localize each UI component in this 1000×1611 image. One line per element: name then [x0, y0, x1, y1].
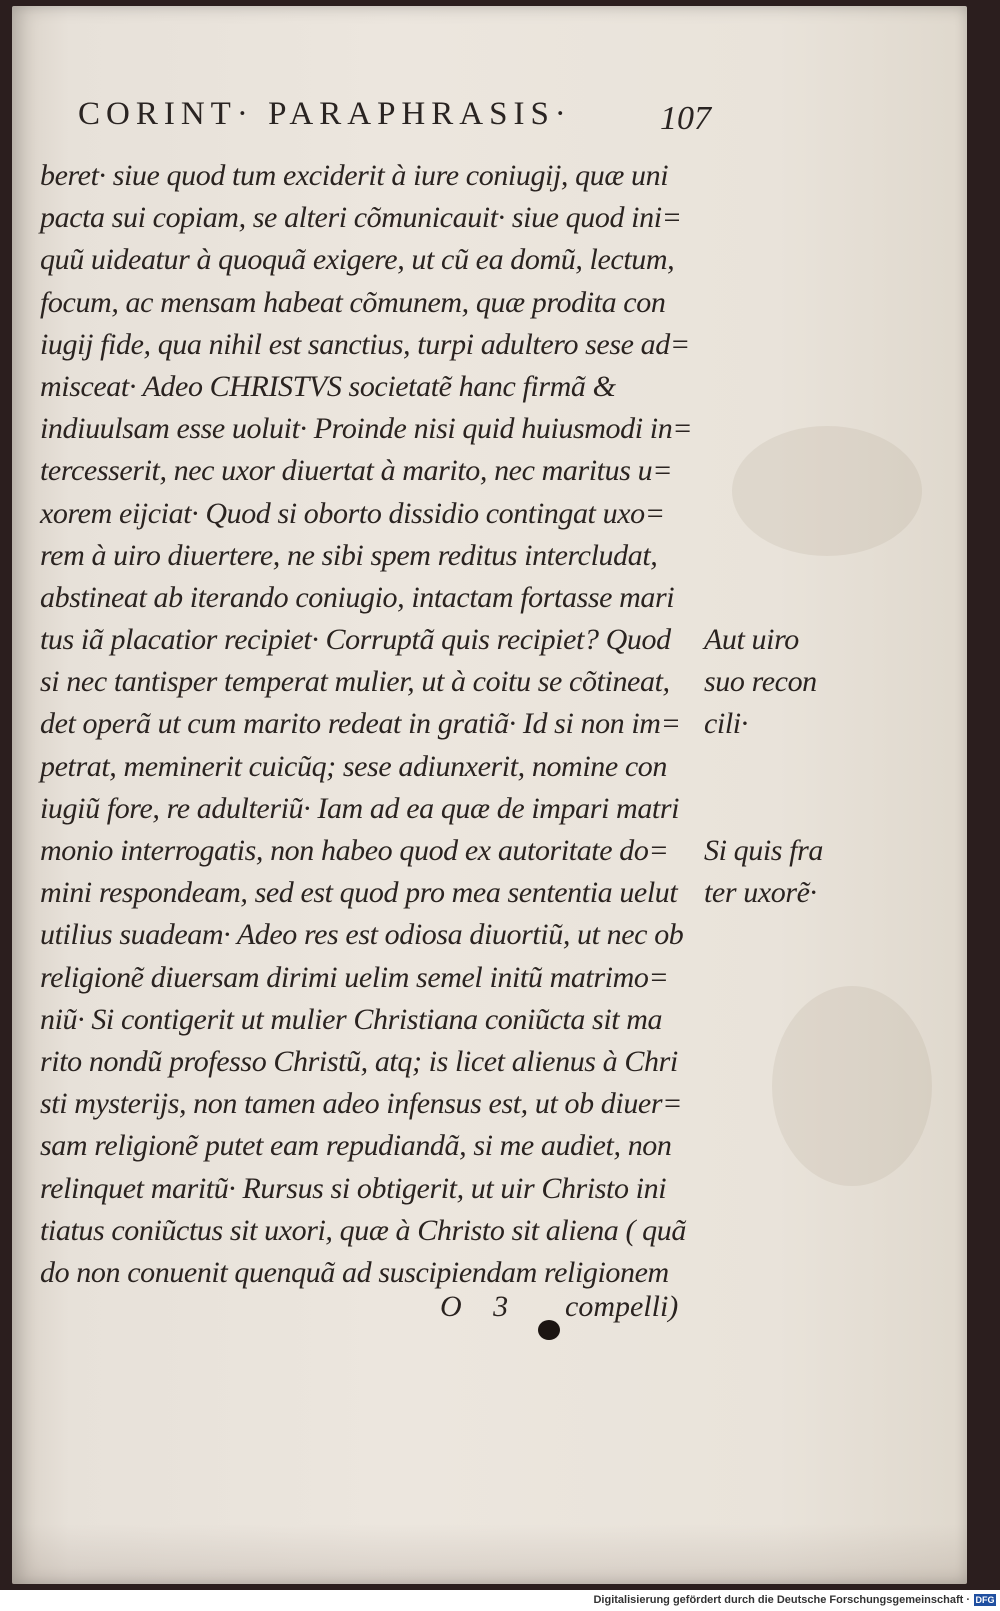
text-line: do non conuenit quenquã ad suscipiendam religionem: [40, 1255, 669, 1289]
paper-stain: [732, 426, 922, 556]
text-line: beret· siue quod tum exciderit à iure coniugij, quæ uni: [40, 159, 669, 192]
page-number: 107: [660, 100, 711, 137]
dfg-logo: DFG: [975, 1595, 995, 1605]
text-line: rem à uiro diuertere, ne sibi spem reditus intercludat,: [40, 538, 658, 572]
catchword: compelli): [565, 1290, 679, 1323]
text-line: iugiũ fore, re adulteriũ· Iam ad ea quæ de impari matri: [40, 791, 680, 825]
margin-note-line: suo recon: [704, 665, 817, 699]
text-line: misceat· Adeo CHRISTVS societatẽ hanc firmã &: [40, 369, 616, 403]
text-line: utilius suadeam· Adeo res est odiosa diuortiũ, ut nec ob: [40, 918, 684, 952]
text-line: si nec tantisper temperat mulier, ut à coitu se cõtineat,: [40, 665, 670, 699]
paper-stain: [772, 986, 932, 1186]
margin-note-line: Si quis fra: [704, 834, 823, 867]
text-line: religionẽ diuersam dirimi uelim semel initũ matrimo=: [40, 960, 669, 994]
ink-blot: [538, 1320, 560, 1340]
text-line: rito nondũ professo Christũ, atq; is licet alienus à Chri: [40, 1044, 678, 1078]
text-line: det operã ut cum marito redeat in gratiã· Id si non im=: [40, 707, 681, 741]
text-line: quũ uideatur à quoquã exigere, ut cũ ea domũ, lectum,: [40, 243, 675, 277]
text-line: xorem eijciat· Quod si oborto dissidio contingat uxo=: [40, 496, 665, 530]
text-line: tercesserit, nec uxor diuertat à marito, nec maritus u=: [40, 454, 673, 488]
attribution-text: Digitalisierung gefördert durch die Deutsche Forschungsgemeinschaft ·: [593, 1594, 970, 1606]
attribution-bar: [0, 1590, 1000, 1611]
running-head: CORINT· PARAPHRASIS·: [78, 96, 572, 132]
margin-note-line: ter uxorẽ·: [704, 876, 817, 910]
text-line: monio interrogatis, non habeo quod ex autoritate do=: [40, 834, 669, 867]
body-text: [40, 155, 705, 1294]
text-line: indiuulsam esse uoluit· Proinde nisi quid huiusmodi in=: [40, 412, 693, 446]
text-line: petrat, meminerit cuicũq; sese adiunxerit, nomine con: [40, 749, 667, 783]
text-line: relinquet maritũ· Rursus si obtigerit, ut uir Christo ini: [40, 1171, 667, 1205]
margin-note-line: cili·: [704, 707, 748, 741]
text-line: abstineat ab iterando coniugio, intactam fortasse mari: [40, 580, 675, 614]
margin-note-line: Aut uiro: [704, 623, 799, 656]
text-line: niũ· Si contigerit ut mulier Christiana coniũcta sit ma: [40, 1002, 663, 1036]
text-line: sam religionẽ putet eam repudiandã, si me audiet, non: [40, 1129, 672, 1163]
margin-note: [704, 619, 817, 746]
page-edge-shadow: [12, 1524, 967, 1584]
text-line: mini respondeam, sed est quod pro mea sententia uelut: [40, 876, 678, 910]
text-line: focum, ac mensam habeat cõmunem, quæ prodita con: [40, 285, 666, 319]
text-line: tiatus coniũctus sit uxori, quæ à Christo sit aliena ( quã: [40, 1213, 686, 1247]
text-line: pacta sui copiam, se alteri cõmunicauit· siue quod ini=: [40, 201, 682, 235]
signature-mark: O 3: [440, 1290, 521, 1323]
text-line: tus iã placatior recipiet· Corruptã quis recipiet? Quod: [40, 623, 671, 657]
text-line: iugij fide, qua nihil est sanctius, turpi adultero sese ad=: [40, 327, 690, 361]
text-line: sti mysterijs, non tamen adeo infensus est, ut ob diuer=: [40, 1087, 682, 1121]
margin-note: [704, 830, 823, 914]
